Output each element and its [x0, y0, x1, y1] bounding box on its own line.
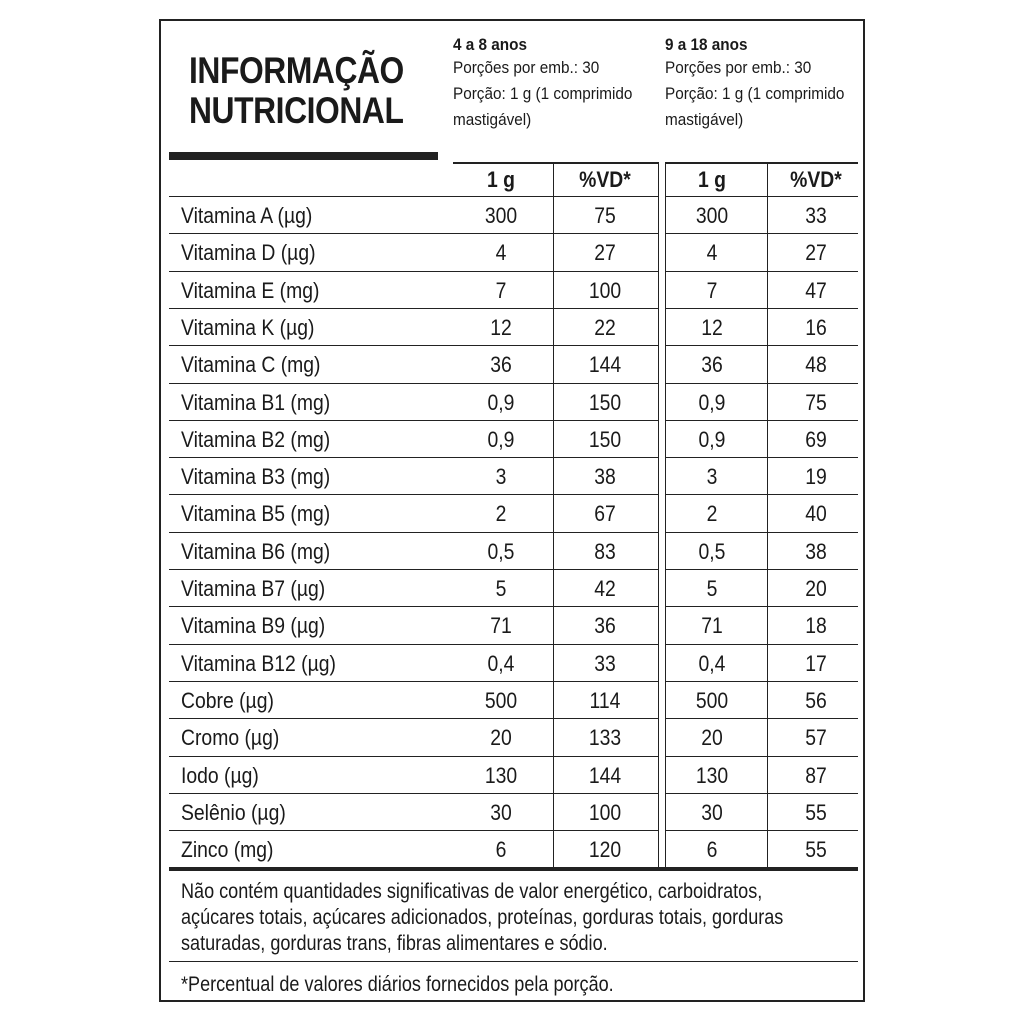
row-rule — [169, 569, 453, 570]
row-rule — [453, 457, 658, 458]
nutrient-value: 144 — [588, 762, 622, 788]
row-rule — [453, 383, 658, 384]
row-rule — [169, 606, 453, 607]
nutrient-value: 0,4 — [487, 650, 515, 676]
footnote: *Percentual de valores diários fornecidos pela porção. — [181, 973, 614, 996]
nutrient-value: 48 — [805, 352, 827, 378]
nutrient-value: 75 — [594, 203, 616, 228]
column-header: 1 g — [487, 167, 515, 192]
row-rule — [169, 532, 453, 533]
row-rule — [169, 494, 453, 495]
nutrient-value: 130 — [695, 762, 729, 788]
row-rule — [665, 681, 858, 682]
nutrient-value: 0,4 — [698, 650, 726, 676]
row-rule — [665, 494, 858, 495]
nutrient-value: 36 — [594, 613, 616, 639]
serving-size-cont: mastigável) — [453, 110, 532, 129]
nutrient-value: 100 — [588, 799, 622, 825]
nutrient-value: 2 — [495, 501, 507, 527]
serving-size: Porção: 1 g (1 comprimido — [453, 84, 633, 103]
nutrient-name: Cobre (µg) — [181, 687, 274, 713]
row-rule — [665, 830, 858, 831]
nutrient-value: 300 — [695, 203, 729, 228]
nutrient-value: 120 — [588, 837, 622, 863]
row-rule — [169, 383, 453, 384]
nutrient-value: 7 — [706, 277, 718, 303]
row-rule — [665, 457, 858, 458]
column-header: %VD* — [579, 167, 631, 192]
nutrient-name: Iodo (µg) — [181, 762, 259, 788]
nutrient-value: 75 — [805, 389, 827, 415]
table-bottom-rule — [169, 867, 858, 871]
row-rule — [453, 494, 658, 495]
nutrient-value: 150 — [588, 389, 622, 415]
nutrient-value: 30 — [701, 799, 723, 825]
nutrient-value: 12 — [701, 314, 723, 340]
nutrition-facts-panel — [159, 19, 865, 1002]
serving-group-4-8 — [453, 35, 642, 133]
nutrient-value: 57 — [805, 725, 827, 751]
nutrient-value: 33 — [594, 650, 616, 676]
nutrient-value: 0,9 — [698, 389, 726, 415]
title-line: NUTRICIONAL — [189, 90, 404, 131]
column-divider — [658, 162, 659, 868]
nutrient-value: 3 — [495, 464, 507, 490]
row-rule — [169, 756, 453, 757]
row-rule — [169, 457, 453, 458]
nutrient-value: 47 — [805, 277, 827, 303]
servings-per-package: Porções por emb.: 30 — [665, 58, 812, 77]
nutrient-value: 500 — [484, 687, 518, 713]
nutrient-value: 150 — [588, 426, 622, 452]
row-rule — [665, 644, 858, 645]
row-rule — [453, 793, 658, 794]
row-rule — [169, 830, 453, 831]
nutrient-value: 17 — [805, 650, 827, 676]
nutrient-value: 33 — [805, 203, 827, 228]
row-rule — [665, 308, 858, 309]
column-divider — [553, 162, 554, 868]
row-rule — [453, 569, 658, 570]
nutrient-value: 6 — [495, 837, 507, 863]
header-rule — [665, 162, 858, 164]
column-header: %VD* — [790, 167, 842, 192]
nutrient-value: 0,9 — [487, 426, 515, 452]
row-rule — [169, 196, 453, 197]
nutrient-value: 6 — [706, 837, 718, 863]
nutrient-value: 55 — [805, 799, 827, 825]
row-rule — [453, 532, 658, 533]
row-rule — [665, 420, 858, 421]
nutrient-name: Vitamina B2 (mg) — [181, 426, 331, 452]
nutrient-value: 36 — [490, 352, 512, 378]
row-rule — [169, 271, 453, 272]
nutrient-name: Vitamina B12 (µg) — [181, 650, 337, 676]
nutrient-value: 2 — [706, 501, 718, 527]
row-rule — [169, 308, 453, 309]
nutrient-name: Vitamina B5 (mg) — [181, 501, 331, 527]
row-rule — [169, 420, 453, 421]
nutrient-name: Vitamina C (mg) — [181, 352, 321, 378]
nutrient-value: 0,9 — [487, 389, 515, 415]
serving-group-9-18 — [665, 35, 854, 133]
row-rule — [665, 793, 858, 794]
nutrient-name: Vitamina K (µg) — [181, 314, 315, 340]
row-rule — [665, 196, 858, 197]
panel-title — [189, 50, 404, 131]
row-rule — [665, 233, 858, 234]
row-rule — [453, 681, 658, 682]
row-rule — [453, 271, 658, 272]
column-header: 1 g — [698, 167, 726, 192]
nutrient-name: Vitamina A (µg) — [181, 203, 313, 228]
nutrient-value: 30 — [490, 799, 512, 825]
nutrient-name: Vitamina B6 (mg) — [181, 538, 331, 564]
nutrient-value: 71 — [701, 613, 723, 639]
nutrient-value: 4 — [706, 240, 718, 266]
nutrient-value: 69 — [805, 426, 827, 452]
nutrient-value: 27 — [594, 240, 616, 266]
row-rule — [453, 830, 658, 831]
row-rule — [169, 345, 453, 346]
row-rule — [453, 644, 658, 645]
nutrient-value: 36 — [701, 352, 723, 378]
column-divider — [665, 162, 666, 868]
nutrient-value: 130 — [484, 762, 518, 788]
column-divider — [767, 162, 768, 868]
nutrient-value: 87 — [805, 762, 827, 788]
nutrient-value: 20 — [805, 576, 827, 601]
age-group-label: 9 a 18 anos — [665, 35, 748, 54]
nutrient-value: 19 — [805, 464, 827, 490]
row-rule — [665, 532, 858, 533]
row-rule — [453, 756, 658, 757]
row-rule — [453, 345, 658, 346]
nutrient-value: 71 — [490, 613, 512, 639]
nutrient-value: 5 — [495, 576, 507, 601]
title-underline — [169, 152, 438, 160]
row-rule — [453, 718, 658, 719]
age-group-label: 4 a 8 anos — [453, 35, 527, 54]
nutrient-value: 27 — [805, 240, 827, 266]
row-rule — [665, 569, 858, 570]
row-rule — [453, 196, 658, 197]
nutrient-value: 38 — [805, 538, 827, 564]
nutrient-value: 500 — [695, 687, 729, 713]
row-rule — [665, 718, 858, 719]
row-rule — [665, 271, 858, 272]
nutrient-name: Cromo (µg) — [181, 725, 280, 751]
servings-per-package: Porções por emb.: 30 — [453, 58, 600, 77]
header-rule — [453, 162, 658, 164]
nutrient-value: 300 — [484, 203, 518, 228]
title-line: INFORMAÇÃO — [189, 50, 404, 91]
nutrient-value: 40 — [805, 501, 827, 527]
nutrient-value: 114 — [589, 687, 621, 713]
nutrient-value: 22 — [594, 314, 616, 340]
row-rule — [665, 345, 858, 346]
nutrient-name: Vitamina B9 (µg) — [181, 613, 326, 639]
row-rule — [169, 681, 453, 682]
row-rule — [453, 233, 658, 234]
nutrient-name: Vitamina D (µg) — [181, 240, 316, 266]
nutrient-name: Vitamina B7 (µg) — [181, 576, 326, 601]
row-rule — [453, 308, 658, 309]
row-rule — [665, 606, 858, 607]
nutrient-name: Vitamina B3 (mg) — [181, 464, 331, 490]
nutrient-value: 0,5 — [487, 538, 515, 564]
nutrient-value: 20 — [490, 725, 512, 751]
nutrient-value: 100 — [588, 277, 622, 303]
row-rule — [453, 420, 658, 421]
nutrient-value: 16 — [805, 314, 827, 340]
nutrient-value: 144 — [588, 352, 622, 378]
row-rule — [453, 606, 658, 607]
row-rule — [169, 718, 453, 719]
nutrient-value: 4 — [495, 240, 507, 266]
nutrient-name: Vitamina E (mg) — [181, 277, 320, 303]
serving-size: Porção: 1 g (1 comprimido — [665, 84, 845, 103]
nutrient-name: Vitamina B1 (mg) — [181, 389, 331, 415]
nutrition-note: Não contém quantidades significativas de valor energético, carboidratos, açúcares totais, açúcares adicionados, proteínas, gorduras totais, gorduras saturadas, gorduras trans, fibras alimentares e sódio. — [181, 880, 784, 955]
nutrient-value: 83 — [594, 538, 616, 564]
nutrient-value: 12 — [490, 314, 512, 340]
nutrient-value: 0,5 — [698, 538, 726, 564]
nutrient-value: 67 — [594, 501, 616, 527]
nutrient-value: 18 — [805, 613, 827, 639]
nutrient-value: 3 — [706, 464, 718, 490]
nutrient-value: 0,9 — [698, 426, 726, 452]
nutrient-name: Zinco (mg) — [181, 837, 274, 863]
nutrient-value: 7 — [495, 277, 507, 303]
nutrient-value: 20 — [701, 725, 723, 751]
nutrient-value: 133 — [588, 725, 622, 751]
nutrient-value: 56 — [805, 687, 827, 713]
footnote-rule — [169, 961, 858, 962]
row-rule — [169, 644, 453, 645]
nutrient-name: Selênio (µg) — [181, 799, 286, 825]
serving-size-cont: mastigável) — [665, 110, 744, 129]
nutrient-value: 38 — [594, 464, 616, 490]
nutrient-value: 5 — [706, 576, 718, 601]
row-rule — [169, 793, 453, 794]
row-rule — [665, 383, 858, 384]
row-rule — [169, 233, 453, 234]
row-rule — [665, 756, 858, 757]
nutrient-value: 42 — [594, 576, 616, 601]
nutrient-value: 55 — [805, 837, 827, 863]
